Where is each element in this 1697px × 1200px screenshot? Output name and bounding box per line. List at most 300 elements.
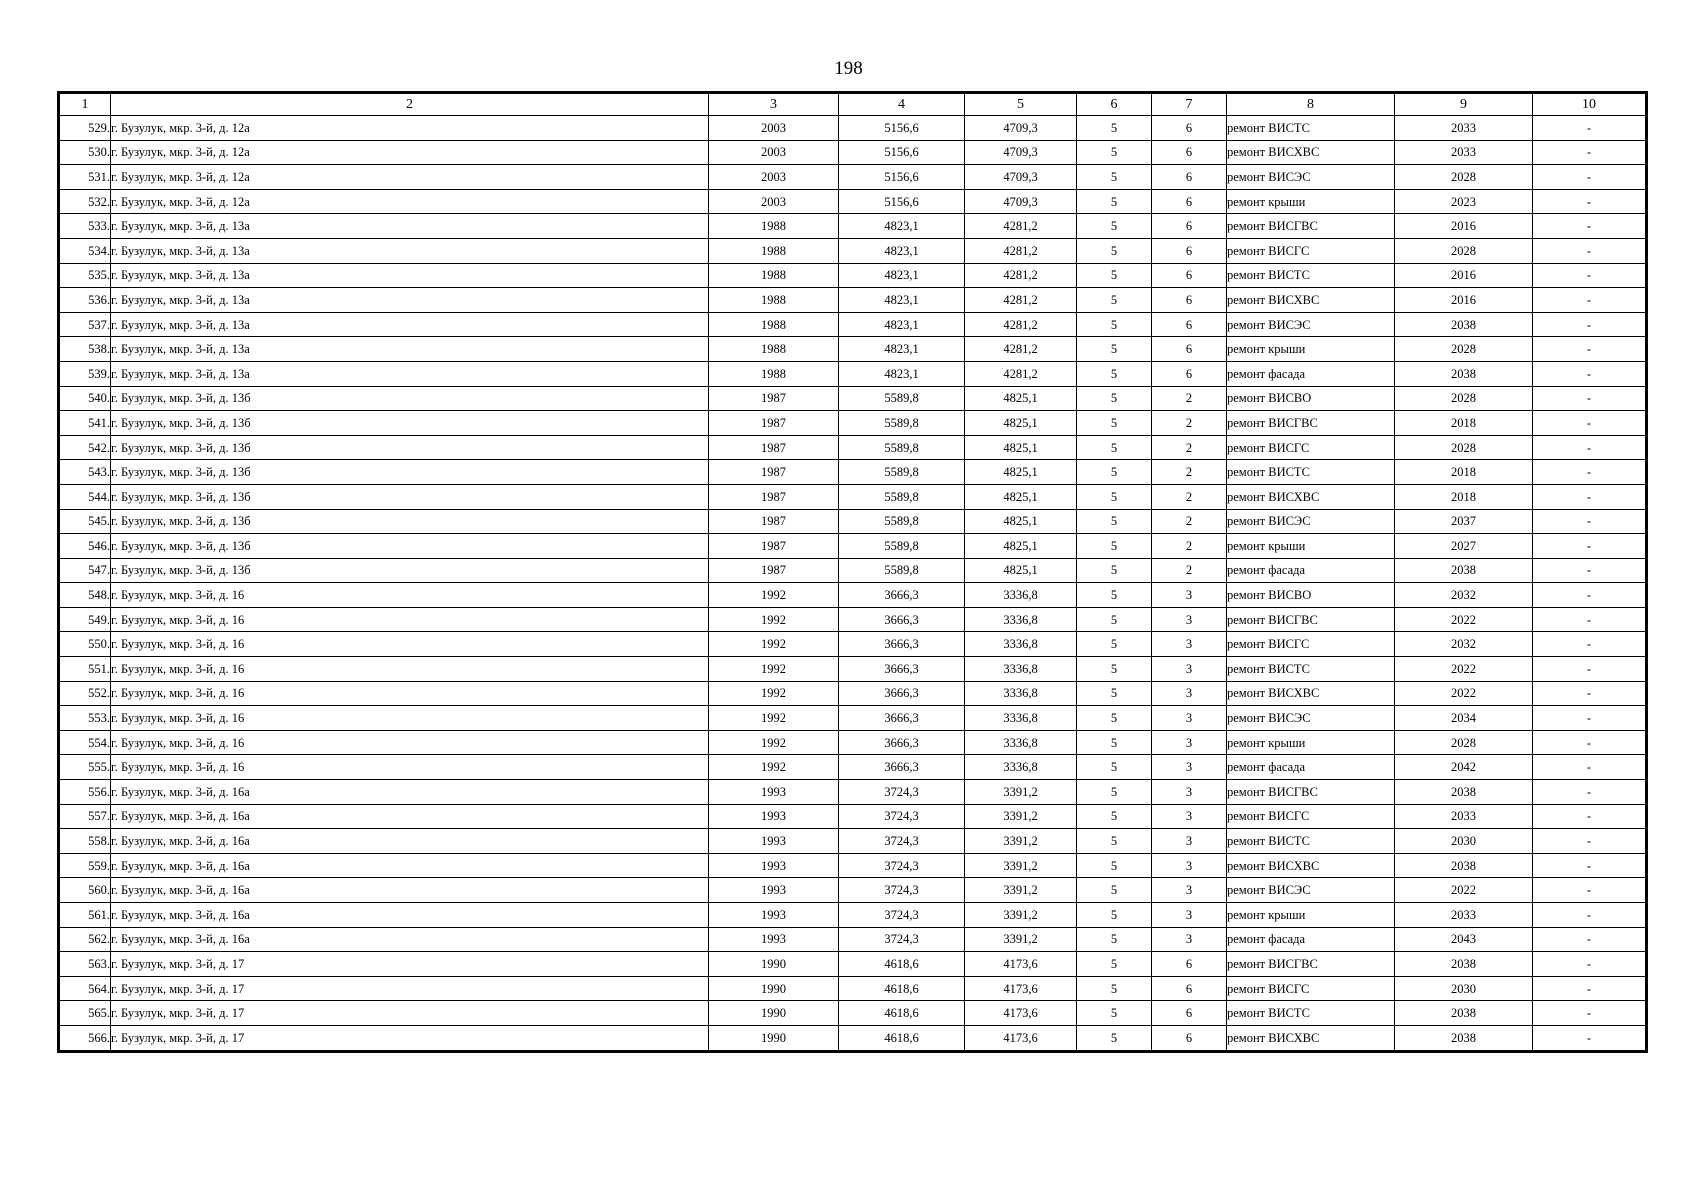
total-area-cell: 4823,1: [839, 337, 965, 362]
work-type-cell: ремонт ВИСТС: [1227, 460, 1395, 485]
row-number-cell: 543.: [59, 460, 111, 485]
floors-cell: 5: [1077, 189, 1152, 214]
row-number-cell: 534.: [59, 238, 111, 263]
entrances-cell: 3: [1152, 829, 1227, 854]
note-cell: -: [1533, 706, 1647, 731]
address-cell: г. Бузулук, мкр. 3-й, д. 16а: [111, 780, 709, 805]
planned-year-cell: 2037: [1395, 509, 1533, 534]
note-cell: -: [1533, 1001, 1647, 1026]
planned-year-cell: 2042: [1395, 755, 1533, 780]
row-number-cell: 541.: [59, 411, 111, 436]
living-area-cell: 4709,3: [965, 140, 1077, 165]
note-cell: -: [1533, 116, 1647, 141]
floors-cell: 5: [1077, 534, 1152, 559]
build-year-cell: 1990: [709, 952, 839, 977]
note-cell: -: [1533, 657, 1647, 682]
floors-cell: 5: [1077, 1025, 1152, 1051]
build-year-cell: 1987: [709, 411, 839, 436]
living-area-cell: 3391,2: [965, 878, 1077, 903]
build-year-cell: 1990: [709, 1001, 839, 1026]
row-number-cell: 556.: [59, 780, 111, 805]
address-cell: г. Бузулук, мкр. 3-й, д. 16: [111, 706, 709, 731]
entrances-cell: 2: [1152, 435, 1227, 460]
build-year-cell: 1987: [709, 386, 839, 411]
work-type-cell: ремонт ВИСГВС: [1227, 952, 1395, 977]
table-row: [59, 189, 1647, 214]
address-cell: г. Бузулук, мкр. 3-й, д. 16: [111, 730, 709, 755]
entrances-cell: 3: [1152, 780, 1227, 805]
table-row: [59, 1001, 1647, 1026]
floors-cell: 5: [1077, 312, 1152, 337]
total-area-cell: 4618,6: [839, 1025, 965, 1051]
living-area-cell: 4825,1: [965, 558, 1077, 583]
floors-cell: 5: [1077, 386, 1152, 411]
build-year-cell: 1987: [709, 534, 839, 559]
table-row: [59, 878, 1647, 903]
row-number-cell: 566.: [59, 1025, 111, 1051]
planned-year-cell: 2023: [1395, 189, 1533, 214]
work-type-cell: ремонт крыши: [1227, 730, 1395, 755]
row-number-cell: 544.: [59, 484, 111, 509]
entrances-cell: 6: [1152, 312, 1227, 337]
floors-cell: 5: [1077, 238, 1152, 263]
floors-cell: 5: [1077, 583, 1152, 608]
address-cell: г. Бузулук, мкр. 3-й, д. 13а: [111, 238, 709, 263]
row-number-cell: 546.: [59, 534, 111, 559]
work-type-cell: ремонт крыши: [1227, 903, 1395, 928]
entrances-cell: 2: [1152, 386, 1227, 411]
planned-year-cell: 2030: [1395, 829, 1533, 854]
table-row: [59, 706, 1647, 731]
build-year-cell: 1993: [709, 927, 839, 952]
planned-year-cell: 2038: [1395, 1001, 1533, 1026]
living-area-cell: 3336,8: [965, 681, 1077, 706]
note-cell: -: [1533, 730, 1647, 755]
row-number-cell: 558.: [59, 829, 111, 854]
note-cell: -: [1533, 435, 1647, 460]
work-type-cell: ремонт ВИСХВС: [1227, 853, 1395, 878]
address-cell: г. Бузулук, мкр. 3-й, д. 12а: [111, 116, 709, 141]
planned-year-cell: 2016: [1395, 288, 1533, 313]
planned-year-cell: 2027: [1395, 534, 1533, 559]
total-area-cell: 3724,3: [839, 804, 965, 829]
address-cell: г. Бузулук, мкр. 3-й, д. 13б: [111, 435, 709, 460]
entrances-cell: 6: [1152, 337, 1227, 362]
work-type-cell: ремонт ВИСЭС: [1227, 878, 1395, 903]
note-cell: -: [1533, 976, 1647, 1001]
note-cell: -: [1533, 583, 1647, 608]
planned-year-cell: 2032: [1395, 583, 1533, 608]
entrances-cell: 6: [1152, 165, 1227, 190]
entrances-cell: 6: [1152, 952, 1227, 977]
work-type-cell: ремонт ВИСГС: [1227, 435, 1395, 460]
entrances-cell: 3: [1152, 681, 1227, 706]
total-area-cell: 3724,3: [839, 927, 965, 952]
planned-year-cell: 2038: [1395, 952, 1533, 977]
table-row: [59, 583, 1647, 608]
work-type-cell: ремонт ВИСХВС: [1227, 484, 1395, 509]
note-cell: -: [1533, 632, 1647, 657]
address-cell: г. Бузулук, мкр. 3-й, д. 12а: [111, 165, 709, 190]
note-cell: -: [1533, 681, 1647, 706]
living-area-cell: 4709,3: [965, 165, 1077, 190]
build-year-cell: 1988: [709, 337, 839, 362]
planned-year-cell: 2018: [1395, 484, 1533, 509]
row-number-cell: 555.: [59, 755, 111, 780]
table-row: [59, 1025, 1647, 1051]
address-cell: г. Бузулук, мкр. 3-й, д. 13б: [111, 460, 709, 485]
work-type-cell: ремонт ВИСВО: [1227, 386, 1395, 411]
table-row: [59, 263, 1647, 288]
living-area-cell: 3336,8: [965, 657, 1077, 682]
total-area-cell: 4823,1: [839, 214, 965, 239]
floors-cell: 5: [1077, 140, 1152, 165]
planned-year-cell: 2028: [1395, 238, 1533, 263]
total-area-cell: 5589,8: [839, 534, 965, 559]
address-cell: г. Бузулук, мкр. 3-й, д. 16: [111, 755, 709, 780]
total-area-cell: 5589,8: [839, 435, 965, 460]
table-row: [59, 361, 1647, 386]
build-year-cell: 1992: [709, 681, 839, 706]
planned-year-cell: 2016: [1395, 214, 1533, 239]
total-area-cell: 4618,6: [839, 1001, 965, 1026]
total-area-cell: 4823,1: [839, 238, 965, 263]
row-number-cell: 562.: [59, 927, 111, 952]
work-type-cell: ремонт фасада: [1227, 558, 1395, 583]
floors-cell: 5: [1077, 927, 1152, 952]
note-cell: -: [1533, 1025, 1647, 1051]
floors-cell: 5: [1077, 632, 1152, 657]
work-type-cell: ремонт ВИСГС: [1227, 804, 1395, 829]
total-area-cell: 5589,8: [839, 558, 965, 583]
build-year-cell: 1987: [709, 435, 839, 460]
work-type-cell: ремонт фасада: [1227, 361, 1395, 386]
entrances-cell: 6: [1152, 263, 1227, 288]
living-area-cell: 3391,2: [965, 829, 1077, 854]
total-area-cell: 5589,8: [839, 509, 965, 534]
planned-year-cell: 2016: [1395, 263, 1533, 288]
build-year-cell: 1988: [709, 312, 839, 337]
entrances-cell: 3: [1152, 583, 1227, 608]
table-row: [59, 238, 1647, 263]
registry-table: [57, 91, 1648, 1053]
work-type-cell: ремонт ВИСТС: [1227, 829, 1395, 854]
note-cell: -: [1533, 755, 1647, 780]
table-row: [59, 165, 1647, 190]
table-row: [59, 952, 1647, 977]
floors-cell: 5: [1077, 337, 1152, 362]
row-number-cell: 559.: [59, 853, 111, 878]
build-year-cell: 1990: [709, 976, 839, 1001]
planned-year-cell: 2038: [1395, 1025, 1533, 1051]
entrances-cell: 2: [1152, 484, 1227, 509]
note-cell: -: [1533, 263, 1647, 288]
table-row: [59, 755, 1647, 780]
floors-cell: 5: [1077, 780, 1152, 805]
note-cell: -: [1533, 460, 1647, 485]
table-row: [59, 780, 1647, 805]
entrances-cell: 3: [1152, 755, 1227, 780]
total-area-cell: 5156,6: [839, 116, 965, 141]
floors-cell: 5: [1077, 829, 1152, 854]
address-cell: г. Бузулук, мкр. 3-й, д. 16а: [111, 878, 709, 903]
table-row: [59, 829, 1647, 854]
total-area-cell: 3666,3: [839, 681, 965, 706]
build-year-cell: 1988: [709, 214, 839, 239]
note-cell: -: [1533, 952, 1647, 977]
total-area-cell: 3724,3: [839, 853, 965, 878]
entrances-cell: 6: [1152, 238, 1227, 263]
build-year-cell: 1987: [709, 484, 839, 509]
living-area-cell: 4825,1: [965, 484, 1077, 509]
living-area-cell: 4709,3: [965, 116, 1077, 141]
table-row: [59, 681, 1647, 706]
entrances-cell: 3: [1152, 878, 1227, 903]
living-area-cell: 3336,8: [965, 583, 1077, 608]
address-cell: г. Бузулук, мкр. 3-й, д. 16: [111, 632, 709, 657]
entrances-cell: 3: [1152, 607, 1227, 632]
build-year-cell: 1992: [709, 706, 839, 731]
total-area-cell: 4618,6: [839, 976, 965, 1001]
table-row: [59, 632, 1647, 657]
column-header: 5: [965, 93, 1077, 116]
work-type-cell: ремонт ВИСГС: [1227, 632, 1395, 657]
work-type-cell: ремонт ВИСХВС: [1227, 681, 1395, 706]
planned-year-cell: 2028: [1395, 435, 1533, 460]
row-number-cell: 561.: [59, 903, 111, 928]
total-area-cell: 5156,6: [839, 189, 965, 214]
planned-year-cell: 2028: [1395, 337, 1533, 362]
address-cell: г. Бузулук, мкр. 3-й, д. 17: [111, 1025, 709, 1051]
build-year-cell: 1988: [709, 238, 839, 263]
planned-year-cell: 2033: [1395, 804, 1533, 829]
total-area-cell: 4823,1: [839, 263, 965, 288]
planned-year-cell: 2034: [1395, 706, 1533, 731]
note-cell: -: [1533, 927, 1647, 952]
work-type-cell: ремонт ВИСГВС: [1227, 214, 1395, 239]
entrances-cell: 3: [1152, 853, 1227, 878]
planned-year-cell: 2038: [1395, 853, 1533, 878]
address-cell: г. Бузулук, мкр. 3-й, д. 16: [111, 583, 709, 608]
table-row: [59, 534, 1647, 559]
living-area-cell: 3336,8: [965, 706, 1077, 731]
entrances-cell: 3: [1152, 927, 1227, 952]
table-row: [59, 730, 1647, 755]
floors-cell: 5: [1077, 952, 1152, 977]
total-area-cell: 3666,3: [839, 755, 965, 780]
entrances-cell: 3: [1152, 632, 1227, 657]
work-type-cell: ремонт ВИСТС: [1227, 657, 1395, 682]
note-cell: -: [1533, 804, 1647, 829]
work-type-cell: ремонт крыши: [1227, 189, 1395, 214]
floors-cell: 5: [1077, 853, 1152, 878]
build-year-cell: 1992: [709, 730, 839, 755]
column-header: 3: [709, 93, 839, 116]
build-year-cell: 1993: [709, 853, 839, 878]
floors-cell: 5: [1077, 558, 1152, 583]
planned-year-cell: 2043: [1395, 927, 1533, 952]
build-year-cell: 1993: [709, 878, 839, 903]
address-cell: г. Бузулук, мкр. 3-й, д. 13б: [111, 558, 709, 583]
work-type-cell: ремонт ВИСТС: [1227, 116, 1395, 141]
floors-cell: 5: [1077, 214, 1152, 239]
table-row: [59, 288, 1647, 313]
address-cell: г. Бузулук, мкр. 3-й, д. 17: [111, 1001, 709, 1026]
note-cell: -: [1533, 337, 1647, 362]
entrances-cell: 3: [1152, 706, 1227, 731]
planned-year-cell: 2022: [1395, 607, 1533, 632]
row-number-cell: 535.: [59, 263, 111, 288]
work-type-cell: ремонт ВИСВО: [1227, 583, 1395, 608]
address-cell: г. Бузулук, мкр. 3-й, д. 16а: [111, 903, 709, 928]
total-area-cell: 3666,3: [839, 583, 965, 608]
row-number-cell: 550.: [59, 632, 111, 657]
living-area-cell: 4281,2: [965, 312, 1077, 337]
table-row: [59, 558, 1647, 583]
living-area-cell: 4173,6: [965, 1001, 1077, 1026]
floors-cell: 5: [1077, 681, 1152, 706]
table-row: [59, 386, 1647, 411]
total-area-cell: 3724,3: [839, 829, 965, 854]
column-header: 7: [1152, 93, 1227, 116]
total-area-cell: 5156,6: [839, 140, 965, 165]
table-row: [59, 657, 1647, 682]
entrances-cell: 6: [1152, 976, 1227, 1001]
total-area-cell: 3724,3: [839, 780, 965, 805]
living-area-cell: 3391,2: [965, 853, 1077, 878]
entrances-cell: 6: [1152, 1001, 1227, 1026]
living-area-cell: 3391,2: [965, 903, 1077, 928]
row-number-cell: 538.: [59, 337, 111, 362]
build-year-cell: 1988: [709, 361, 839, 386]
note-cell: -: [1533, 534, 1647, 559]
floors-cell: 5: [1077, 730, 1152, 755]
entrances-cell: 6: [1152, 288, 1227, 313]
living-area-cell: 4825,1: [965, 386, 1077, 411]
work-type-cell: ремонт ВИСХВС: [1227, 1025, 1395, 1051]
work-type-cell: ремонт ВИСГС: [1227, 976, 1395, 1001]
table-row: [59, 853, 1647, 878]
note-cell: -: [1533, 411, 1647, 436]
address-cell: г. Бузулук, мкр. 3-й, д. 12а: [111, 189, 709, 214]
planned-year-cell: 2032: [1395, 632, 1533, 657]
living-area-cell: 4281,2: [965, 288, 1077, 313]
entrances-cell: 6: [1152, 214, 1227, 239]
table-row: [59, 214, 1647, 239]
row-number-cell: 564.: [59, 976, 111, 1001]
header-row: [59, 93, 1647, 116]
table-row: [59, 140, 1647, 165]
entrances-cell: 6: [1152, 140, 1227, 165]
entrances-cell: 6: [1152, 189, 1227, 214]
address-cell: г. Бузулук, мкр. 3-й, д. 16а: [111, 804, 709, 829]
living-area-cell: 3336,8: [965, 632, 1077, 657]
living-area-cell: 4173,6: [965, 976, 1077, 1001]
note-cell: -: [1533, 558, 1647, 583]
planned-year-cell: 2038: [1395, 558, 1533, 583]
address-cell: г. Бузулук, мкр. 3-й, д. 13б: [111, 534, 709, 559]
row-number-cell: 529.: [59, 116, 111, 141]
total-area-cell: 3724,3: [839, 903, 965, 928]
total-area-cell: 3666,3: [839, 706, 965, 731]
floors-cell: 5: [1077, 263, 1152, 288]
work-type-cell: ремонт ВИСГВС: [1227, 411, 1395, 436]
planned-year-cell: 2018: [1395, 460, 1533, 485]
build-year-cell: 1992: [709, 583, 839, 608]
entrances-cell: 3: [1152, 657, 1227, 682]
floors-cell: 5: [1077, 976, 1152, 1001]
row-number-cell: 560.: [59, 878, 111, 903]
planned-year-cell: 2038: [1395, 780, 1533, 805]
entrances-cell: 2: [1152, 534, 1227, 559]
work-type-cell: ремонт ВИСГС: [1227, 238, 1395, 263]
column-header: 4: [839, 93, 965, 116]
entrances-cell: 2: [1152, 411, 1227, 436]
entrances-cell: 6: [1152, 116, 1227, 141]
total-area-cell: 5589,8: [839, 386, 965, 411]
build-year-cell: 1993: [709, 804, 839, 829]
build-year-cell: 2003: [709, 165, 839, 190]
total-area-cell: 5589,8: [839, 460, 965, 485]
build-year-cell: 1988: [709, 263, 839, 288]
address-cell: г. Бузулук, мкр. 3-й, д. 12а: [111, 140, 709, 165]
address-cell: г. Бузулук, мкр. 3-й, д. 13б: [111, 484, 709, 509]
planned-year-cell: 2028: [1395, 165, 1533, 190]
floors-cell: 5: [1077, 804, 1152, 829]
work-type-cell: ремонт ВИСЭС: [1227, 706, 1395, 731]
build-year-cell: 1993: [709, 780, 839, 805]
note-cell: -: [1533, 780, 1647, 805]
work-type-cell: ремонт крыши: [1227, 534, 1395, 559]
floors-cell: 5: [1077, 116, 1152, 141]
living-area-cell: 4709,3: [965, 189, 1077, 214]
living-area-cell: 3391,2: [965, 927, 1077, 952]
work-type-cell: ремонт ВИСТС: [1227, 1001, 1395, 1026]
planned-year-cell: 2038: [1395, 312, 1533, 337]
build-year-cell: 1993: [709, 903, 839, 928]
total-area-cell: 3666,3: [839, 607, 965, 632]
living-area-cell: 4173,6: [965, 952, 1077, 977]
living-area-cell: 4825,1: [965, 509, 1077, 534]
total-area-cell: 3666,3: [839, 657, 965, 682]
living-area-cell: 4281,2: [965, 214, 1077, 239]
work-type-cell: ремонт ВИСЭС: [1227, 165, 1395, 190]
living-area-cell: 3336,8: [965, 755, 1077, 780]
address-cell: г. Бузулук, мкр. 3-й, д. 13а: [111, 361, 709, 386]
note-cell: -: [1533, 165, 1647, 190]
row-number-cell: 536.: [59, 288, 111, 313]
address-cell: г. Бузулук, мкр. 3-й, д. 16: [111, 607, 709, 632]
total-area-cell: 3666,3: [839, 632, 965, 657]
living-area-cell: 4281,2: [965, 238, 1077, 263]
living-area-cell: 3336,8: [965, 607, 1077, 632]
row-number-cell: 557.: [59, 804, 111, 829]
planned-year-cell: 2022: [1395, 878, 1533, 903]
note-cell: -: [1533, 853, 1647, 878]
entrances-cell: 6: [1152, 361, 1227, 386]
planned-year-cell: 2028: [1395, 730, 1533, 755]
floors-cell: 5: [1077, 607, 1152, 632]
planned-year-cell: 2038: [1395, 361, 1533, 386]
column-header: 2: [111, 93, 709, 116]
row-number-cell: 545.: [59, 509, 111, 534]
floors-cell: 5: [1077, 509, 1152, 534]
row-number-cell: 532.: [59, 189, 111, 214]
work-type-cell: ремонт ВИСТС: [1227, 263, 1395, 288]
floors-cell: 5: [1077, 1001, 1152, 1026]
address-cell: г. Бузулук, мкр. 3-й, д. 16: [111, 657, 709, 682]
address-cell: г. Бузулук, мкр. 3-й, д. 13а: [111, 214, 709, 239]
